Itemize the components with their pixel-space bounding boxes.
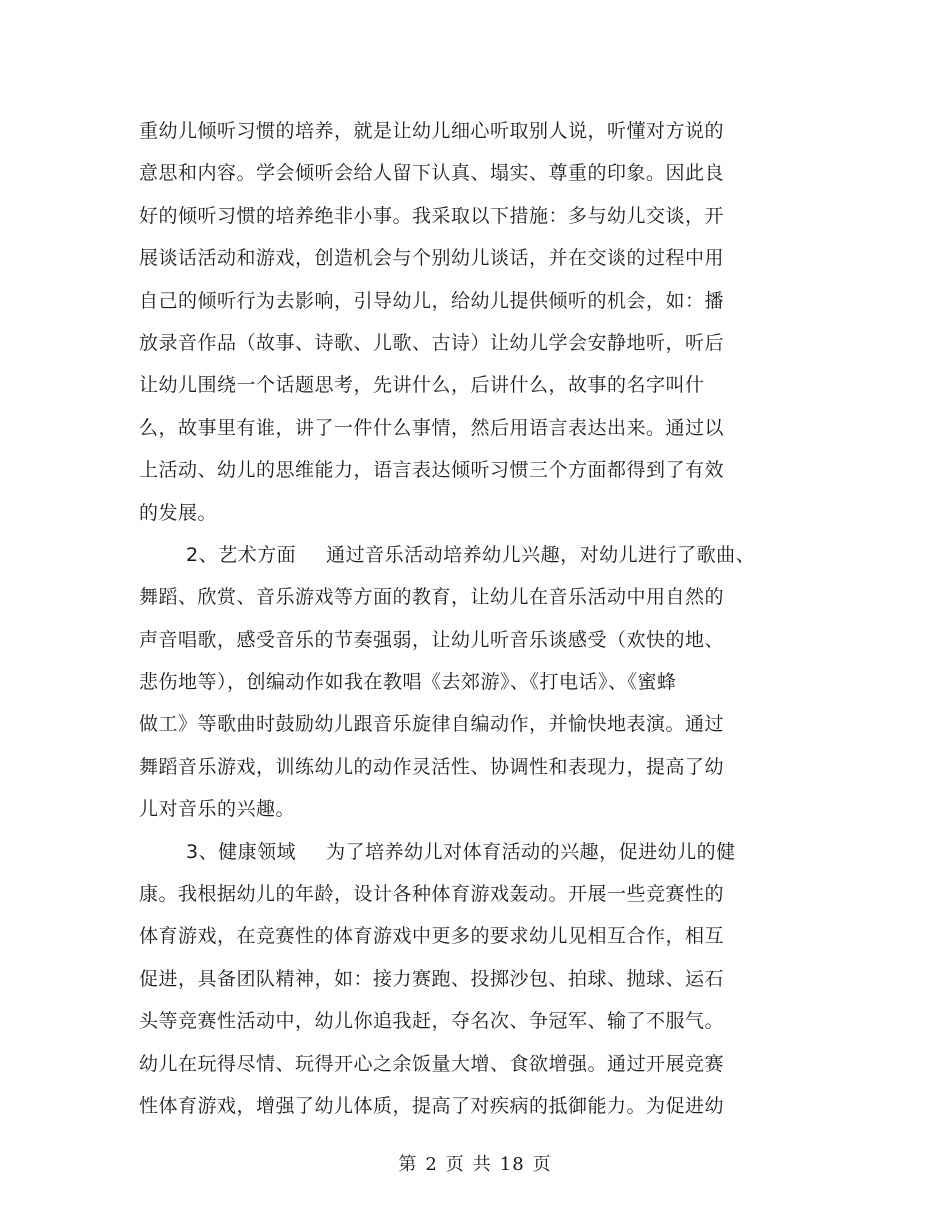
current-page-number: 2: [425, 1154, 438, 1175]
text-line: 声音唱歌，感受音乐的节奏强弱，让幼儿听音乐谈感受（欢快的地、: [139, 628, 725, 651]
text-line: 舞蹈音乐游戏，训练幼儿的动作灵活性、协调性和表现力，提高了幼: [139, 755, 725, 778]
section-health-heading: 3、健康领域: [186, 840, 297, 863]
text-line: 儿对音乐的兴趣。: [139, 798, 296, 821]
text-line: 舞蹈、欣赏、音乐游戏等方面的教育，让幼儿在音乐活动中用自然的: [139, 586, 725, 609]
page-word: 页: [445, 1154, 465, 1175]
section-health-lead: 为了培养幼儿对体育活动的兴趣，促进幼儿的健: [326, 840, 736, 863]
page-suffix: 页: [532, 1154, 552, 1175]
document-body: [139, 110, 779, 1127]
text-line: 上活动、幼儿的思维能力，语言表达倾听习惯三个方面都得到了有效: [139, 459, 725, 482]
text-line: 展谈话活动和游戏，创造机会与个别幼儿谈话，并在交谈的过程中用: [139, 247, 725, 270]
text-line: 的发展。: [139, 501, 218, 524]
text-line: 让幼儿围绕一个话题思考，先讲什么，后讲什么，故事的名字叫什: [139, 374, 705, 397]
text-line: 头等竞赛性活动中，幼儿你追我赶，夺名次、争冠军、输了不服气。: [139, 1010, 725, 1033]
text-line: 性体育游戏，增强了幼儿体质，提高了对疾病的抵御能力。为促进幼: [139, 1094, 725, 1117]
text-line: 体育游戏，在竞赛性的体育游戏中更多的要求幼儿见相互合作，相互: [139, 925, 725, 948]
section-health-first-line: [139, 831, 779, 873]
text-line: 自己的倾听行为去影响，引导幼儿，给幼儿提供倾听的机会，如：播: [139, 289, 725, 312]
text-line: 意思和内容。学会倾听会给人留下认真、塌实、尊重的印象。因此良: [139, 162, 725, 185]
total-prefix: 共: [472, 1154, 492, 1175]
text-line: 悲伤地等），创编动作如我在教唱《去郊游》、《打电话》、《蜜蜂: [139, 671, 677, 694]
section-art-lead: 通过音乐活动培养幼儿兴趣，对幼儿进行了歌曲、: [326, 543, 756, 566]
section-art-first-line: [139, 534, 779, 576]
text-line: 放录音作品（故事、诗歌、儿歌、古诗）让幼儿学会安静地听，听后: [139, 331, 725, 354]
text-line: 康。我根据幼儿的年龄，设计各种体育游戏轰动。开展一些竞赛性的: [139, 883, 725, 906]
text-line: 做工》等歌曲时鼓励幼儿跟音乐旋律自编动作，并愉快地表演。通过: [139, 713, 725, 736]
text-line: 好的倾听习惯的培养绝非小事。我采取以下措施：多与幼儿交谈，开: [139, 204, 725, 227]
page-prefix: 第: [398, 1154, 418, 1175]
page-number-footer: [0, 1150, 950, 1176]
text-line: 么，故事里有谁，讲了一件什么事情，然后用语言表达出来。通过以: [139, 416, 725, 439]
total-pages-number: 18: [499, 1154, 525, 1175]
text-line: 促进，具备团队精神，如：接力赛跑、投掷沙包、拍球、抛球、运石: [139, 967, 725, 990]
text-line: 重幼儿倾听习惯的培养，就是让幼儿细心听取别人说，听懂对方说的: [139, 120, 725, 142]
text-line: 幼儿在玩得尽情、玩得开心之余饭量大增、食欲增强。通过开展竞赛: [139, 1052, 725, 1075]
section-art-heading: 2、艺术方面: [186, 543, 297, 566]
